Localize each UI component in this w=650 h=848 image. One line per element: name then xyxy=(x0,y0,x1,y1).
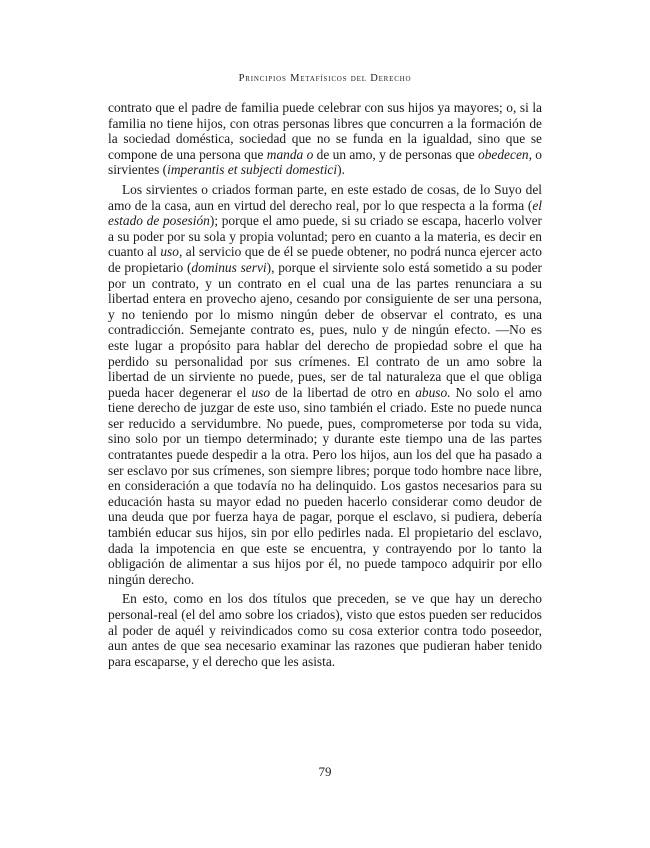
p2-text-f: No solo el amo tiene derecho de juzgar de este uso, sino también el criado. Este no puede nunca ser reducido a servidumbre. No puede, pues, comprometerse por toda su vida, sino solo por un tiempo determinado; y durante este tiempo una de las partes contratantes puede despedir a la otra. Pero los hijos, aun los del que ha pasado a ser esclavo por sus crímenes, son siempre libres; porque todo hombre nace libre, en consideración a que todavía no ha delinquido. Los gastos necesarios para su educación hasta su mayor edad no pueden hacerlo considerar como deudor de una deuda que por fuerza haya de pagar, porque el esclavo, si pudiera, debería también educar sus hijos, sin por ello pedirles nada. El propietario del esclavo, dada la impotencia en que este se encuentra, y contrayendo por lo tanto la obligación de alimentar a sus hijos por él, no puede tampoco adquirir por ello ningún derecho. xyxy=(108,384,543,587)
p2-italic-5: abuso. xyxy=(415,384,451,400)
p1-text-d: ). xyxy=(337,162,345,178)
p2-text-e: de la libertad de otro en xyxy=(270,384,416,400)
body-text xyxy=(108,100,542,669)
p1-italic-1: manda o xyxy=(266,146,314,162)
p1-italic-2: obedecen, xyxy=(478,146,532,162)
p3-text-a: En esto, como en los dos títulos que preceden, se ve que hay un derecho personal-real (el del amo sobre los criados), visto que estos pueden ser reducidos al poder de aquél y reivindicados como su cosa exterior contra todo poseedor, aun antes de que sea necesario examinar las razones que pudieran haber tenido para escaparse, y el derecho que les asista. xyxy=(108,591,542,669)
p2-italic-1: el estado de posesión xyxy=(108,197,542,229)
p2-italic-2: uso, xyxy=(160,244,183,260)
p1-text-c: o sirvientes ( xyxy=(108,146,542,178)
paragraph-3 xyxy=(108,591,542,669)
p2-text-d: ), porque el sirviente solo está sometido a su poder por un contrato, y un contrato en el cual una de las partes renunciara a su libertad entera en provecho ajeno, cesando por consiguiente de ser una persona, y no teniendo por lo mismo ningún deber de observar el contrato, es una contradicción. Semejante contrato es, pues, nulo y de ningún efecto. —No es este lugar a propósito para hablar del derecho de propiedad sobre el que ha perdido su personalidad por sus crímenes. El contrato de un amo sobre la libertad de un sirviente no puede, pues, ser de tal naturaleza que el que obliga pueda hacer degenerar el xyxy=(108,259,543,400)
p1-text-b: de un amo, y de personas que xyxy=(313,146,479,162)
page-number: 79 xyxy=(318,764,332,779)
paragraph-2 xyxy=(108,182,542,587)
p1-italic-3: imperantis et subjecti domestici xyxy=(167,162,338,178)
running-header: Principios Metafísicos del Derecho xyxy=(238,73,412,84)
paragraph-1 xyxy=(108,100,542,178)
p2-italic-4: uso xyxy=(251,384,271,400)
p2-text-a: Los sirvientes o criados forman parte, en este estado de cosas, de lo Suyo del amo de la casa, aun en virtud del derecho real, por lo que respecta a la forma ( xyxy=(108,181,542,213)
p1-text-a: contrato que el padre de familia puede celebrar con sus hijos ya mayores; o, si la familia no tiene hijos, con otras personas libres que concurren a la formación de la sociedad doméstica, sociedad que no se funda en la igualdad, sino que se compone de una persona que xyxy=(108,100,542,162)
p2-text-b: ); porque el amo puede, si su criado se escapa, hacerlo volver a su poder por su sola y propia voluntad; pero en cuanto a la materia, es decir en cuanto al xyxy=(108,213,542,260)
p2-text-c: al servicio que de él se puede obtener, no podrá nunca ejercer acto de propietario ( xyxy=(108,244,542,275)
p2-italic-3: dominus servi xyxy=(191,259,267,275)
